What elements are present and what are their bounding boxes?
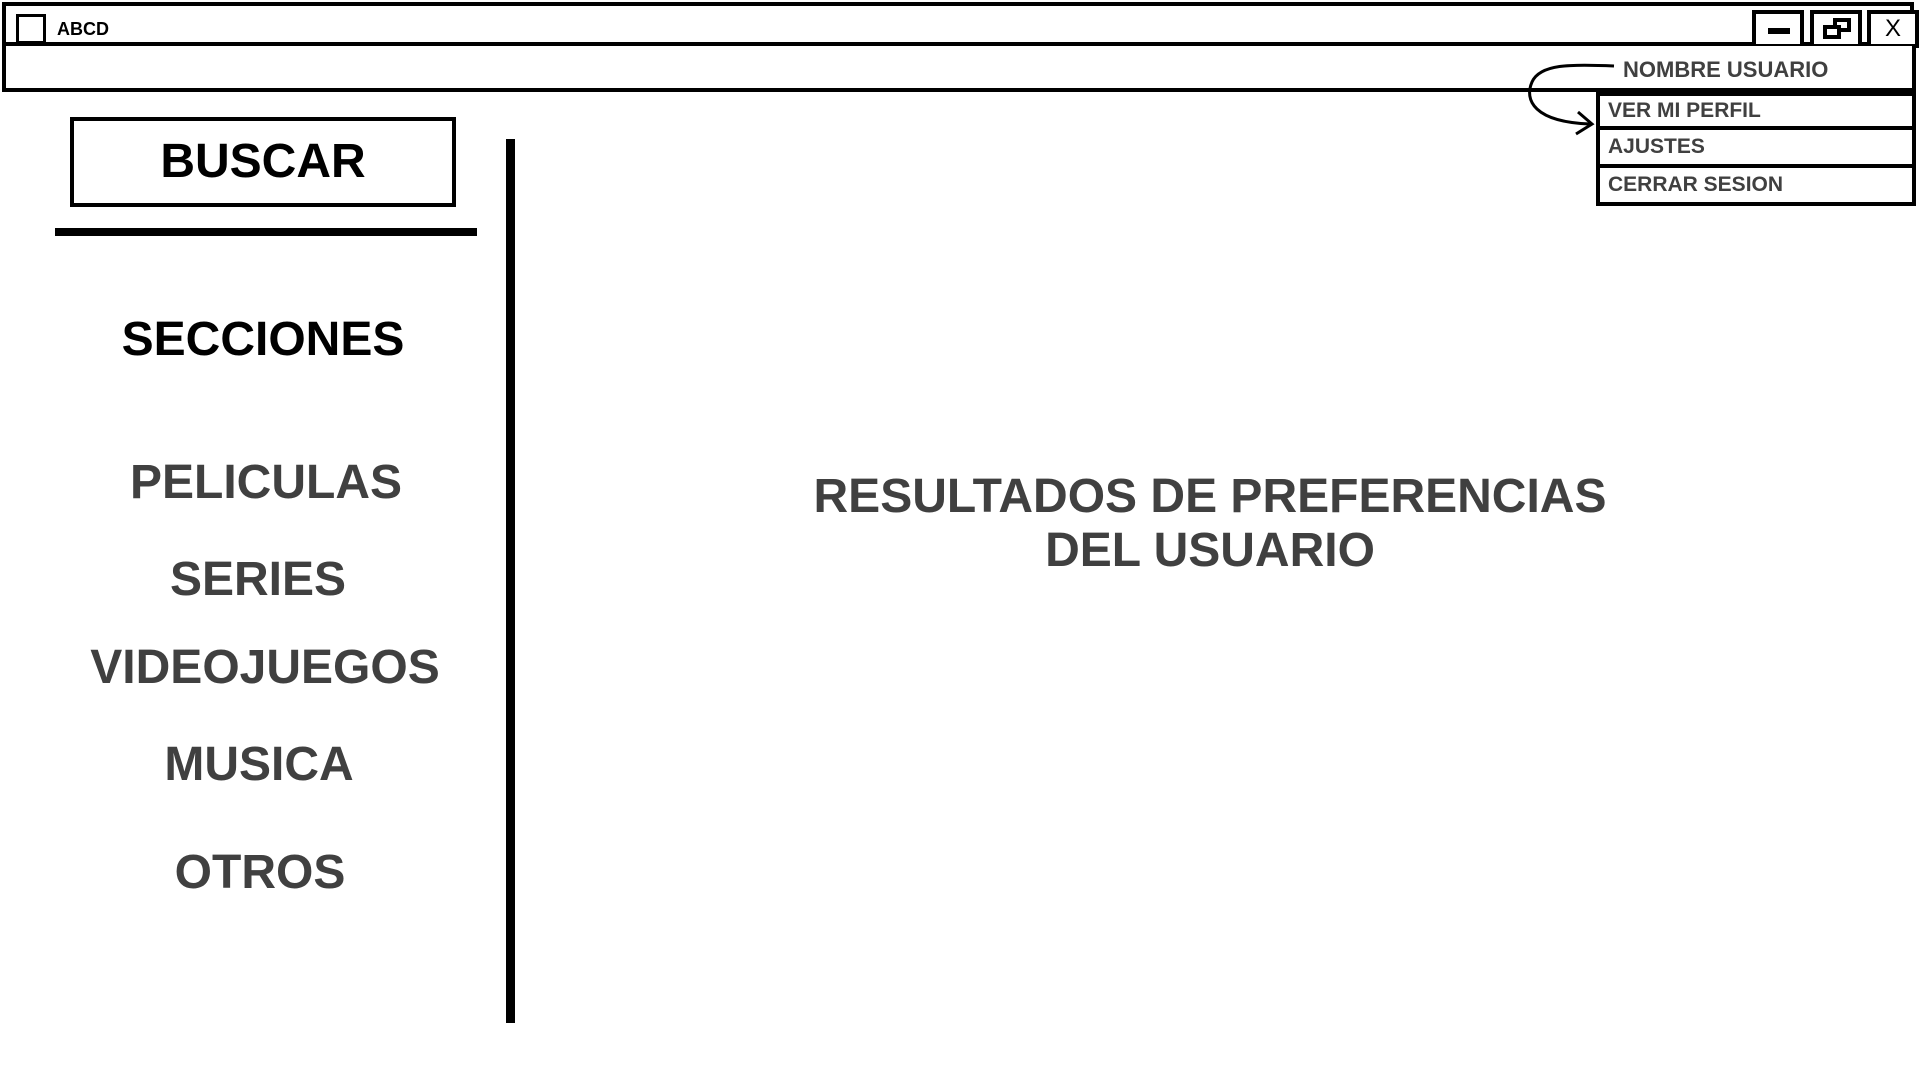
minimize-icon: [1768, 28, 1790, 34]
app-icon: [16, 14, 46, 44]
close-button[interactable]: [1867, 10, 1919, 48]
close-icon: X: [1884, 15, 1901, 42]
sidebar-item-videojuegos[interactable]: VIDEOJUEGOS: [90, 641, 440, 694]
window-titlebar: [2, 2, 1914, 46]
menu-item-ajustes[interactable]: AJUSTES: [1596, 130, 1916, 168]
results-line-1: RESULTADOS DE PREFERENCIAS: [813, 470, 1607, 523]
minimize-button[interactable]: [1752, 10, 1804, 48]
search-divider: [55, 228, 477, 236]
maximize-button[interactable]: [1810, 10, 1862, 48]
search-button[interactable]: BUSCAR: [70, 117, 456, 207]
window-title: ABCD: [57, 19, 109, 39]
sidebar-item-musica[interactable]: MUSICA: [164, 738, 354, 791]
sidebar-divider: [506, 139, 515, 1023]
menu-item-cerrar-sesion[interactable]: CERRAR SESION: [1596, 168, 1916, 206]
results-placeholder: [760, 470, 1660, 578]
maximize-icon-front: [1823, 25, 1841, 39]
sidebar-item-peliculas[interactable]: PELICULAS: [129, 456, 402, 509]
user-name-button[interactable]: NOMBRE USUARIO: [1623, 57, 1829, 82]
menu-item-ver-mi-perfil[interactable]: VER MI PERFIL: [1596, 92, 1916, 130]
sidebar-item-series[interactable]: SERIES: [169, 553, 347, 606]
results-line-2: DEL USUARIO: [1045, 524, 1375, 577]
user-dropdown-menu: [1596, 92, 1916, 206]
sections-heading: SECCIONES: [121, 313, 405, 366]
sidebar-item-otros[interactable]: OTROS: [174, 846, 346, 899]
